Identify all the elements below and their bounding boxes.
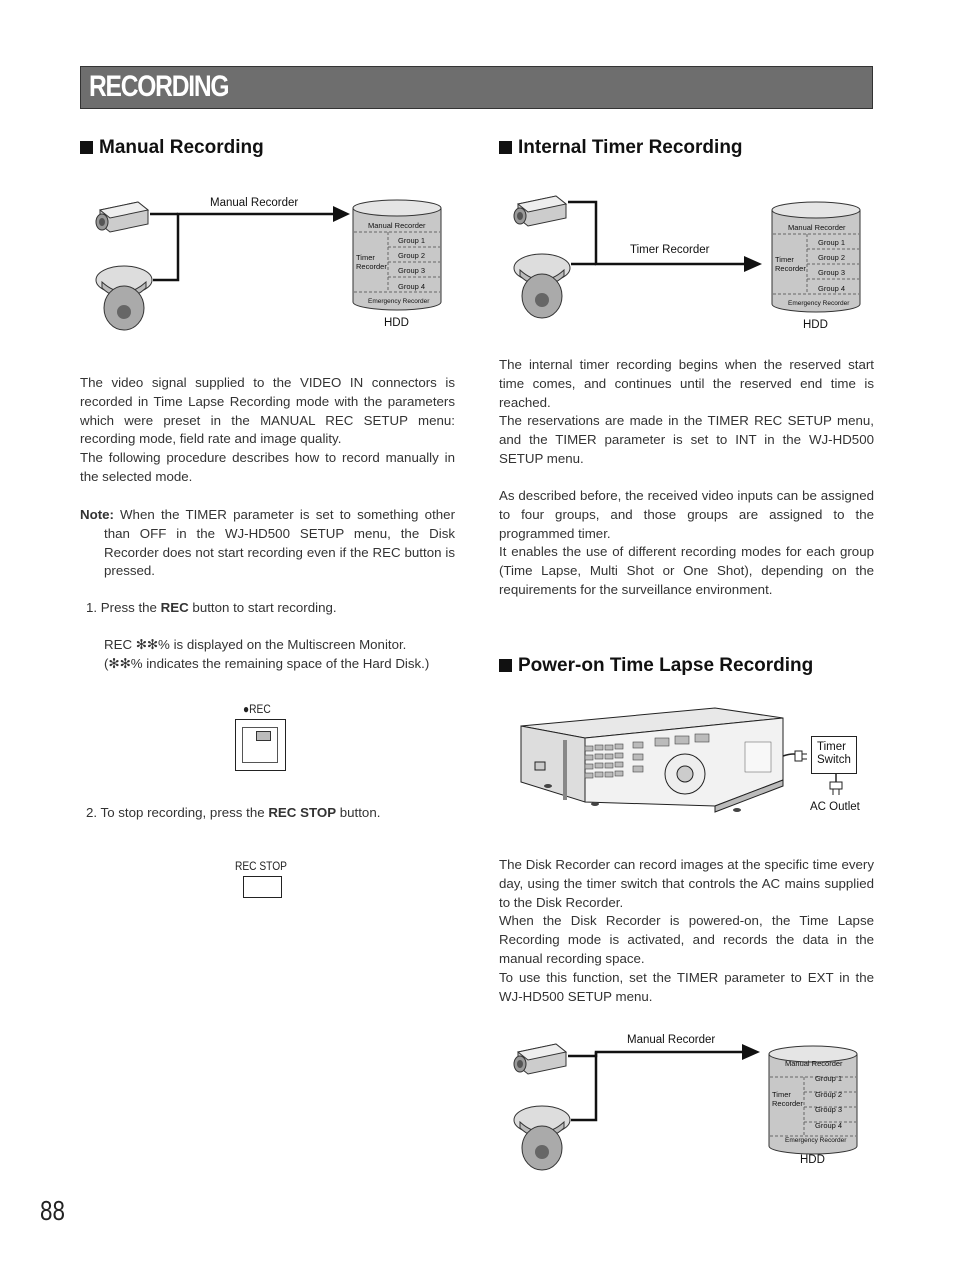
rec-indicator-icon <box>256 731 271 741</box>
svg-text:Manual Recorder: Manual Recorder <box>785 1059 843 1068</box>
svg-text:Group 3: Group 3 <box>815 1105 843 1114</box>
internal-timer-text-1: The internal timer recording begins when the reserved start time comes, and continues until the reserved end time is reached. The reservations are made in the TIMER REC SETUP menu, and the TIMER parameter is set to INT in the WJ-HD500 SETUP menu. <box>499 357 874 466</box>
rec-button[interactable] <box>235 719 286 771</box>
timer-switch-box <box>811 736 857 774</box>
dome-camera-icon <box>96 266 152 330</box>
cyl-top-label: Manual Recorder <box>368 221 426 230</box>
cyl-bottom-label: Emergency Recorder <box>368 298 430 305</box>
group-3-label: Group 3 <box>398 266 426 275</box>
square-bullet-icon <box>499 659 512 672</box>
manual-recording-text: The video signal supplied to the VIDEO IN connectors is recorded in Time Lapse Recording mode with the parameters which were preset in the MANUAL REC SETUP menu: recording mode, field rate and image quality. The following procedure describes how to record manually in the selected mode. <box>80 375 455 484</box>
note-label: Note: <box>80 507 114 522</box>
group-4-label: Group 4 <box>398 282 426 291</box>
square-bullet-icon <box>80 141 93 154</box>
internal-timer-diagram <box>506 190 876 340</box>
step-1-detail: REC ✻✻% is displayed on the Multiscreen Monitor. (✻✻% indicates the remaining space of the Hard Disk.) <box>104 637 430 671</box>
rec-stop-button[interactable] <box>243 876 282 898</box>
step-2: 2. To stop recording, press the REC STOP button. <box>86 805 381 820</box>
svg-text:Recorder: Recorder <box>775 264 806 273</box>
page-number: 88 <box>40 1195 65 1226</box>
rec-stop-label: REC STOP <box>235 859 287 873</box>
box-camera-icon <box>514 196 566 226</box>
group-1-label: Group 1 <box>398 236 426 245</box>
box-camera-icon <box>514 1044 566 1074</box>
svg-text:Group 3: Group 3 <box>818 268 846 277</box>
svg-text:Recorder: Recorder <box>356 262 387 271</box>
power-on-text: The Disk Recorder can record images at the specific time every day, using the timer switch that controls the AC mains supplied to the Disk Recorder. When the Disk Recorder is powered-on, the Time Lapse Recording mode is activated, and records the data in the manual recording space. To use this function, set the TIMER parameter to EXT in the WJ-HD500 SETUP menu. <box>499 857 874 1004</box>
hdd-label: HDD <box>384 317 409 329</box>
manual-recorder-arrow-label: Manual Recorder <box>210 197 299 209</box>
rec-button-label: ●REC <box>243 702 271 716</box>
dome-camera-icon <box>514 254 570 318</box>
disk-recorder-illustration <box>515 702 815 817</box>
svg-text:Group 1: Group 1 <box>815 1074 843 1083</box>
plug-icon <box>826 774 846 796</box>
internal-timer-text-2: As described before, the received video inputs can be assigned to four groups, and those groups are assigned to the programmed timer. It enables the use of different recording modes for each group (Time Lapse, Multi Shot or One Shot), depending on the requirements for the surveillance environment. <box>499 488 874 597</box>
svg-text:Emergency Recorder: Emergency Recorder <box>785 1137 847 1144</box>
hdd-label: HDD <box>803 319 828 331</box>
svg-text:Group 2: Group 2 <box>815 1090 843 1099</box>
svg-text:Emergency Recorder: Emergency Recorder <box>788 300 850 307</box>
svg-text:Manual Recorder: Manual Recorder <box>788 223 846 232</box>
power-on-heading: Power-on Time Lapse Recording <box>499 655 813 677</box>
manual-recorder-arrow-label: Manual Recorder <box>627 1034 716 1046</box>
dome-camera-icon <box>514 1106 570 1170</box>
group-2-label: Group 2 <box>398 251 426 260</box>
ac-outlet-label: AC Outlet <box>810 801 860 813</box>
svg-text:Group 2: Group 2 <box>818 253 846 262</box>
box-camera-icon <box>96 202 148 232</box>
svg-text:Group 1: Group 1 <box>818 238 846 247</box>
manual-recording-heading: Manual Recording <box>80 137 264 159</box>
title-bar <box>80 66 873 109</box>
svg-text:Timer: Timer <box>775 255 794 264</box>
timer-recorder-arrow-label: Timer Recorder <box>630 244 710 256</box>
square-bullet-icon <box>499 141 512 154</box>
hdd-label: HDD <box>800 1154 825 1166</box>
page-title: RECORDING <box>89 70 229 103</box>
internal-timer-heading: Internal Timer Recording <box>499 137 743 159</box>
note-text: When the TIMER parameter is set to something other than OFF in the WJ-HD500 SETUP menu, the Disk Recorder does not start recording even if the REC button is pressed. <box>104 507 455 579</box>
timer-switch-label: Timer Switch <box>817 741 851 766</box>
svg-text:Timer: Timer <box>772 1090 791 1099</box>
note-block <box>80 506 455 581</box>
svg-text:Group 4: Group 4 <box>818 284 846 293</box>
svg-text:Recorder: Recorder <box>772 1099 803 1108</box>
step-1: 1. Press the REC button to start recording. <box>86 600 337 615</box>
cyl-timer-label: Timer <box>356 253 375 262</box>
svg-text:Group 4: Group 4 <box>815 1121 843 1130</box>
